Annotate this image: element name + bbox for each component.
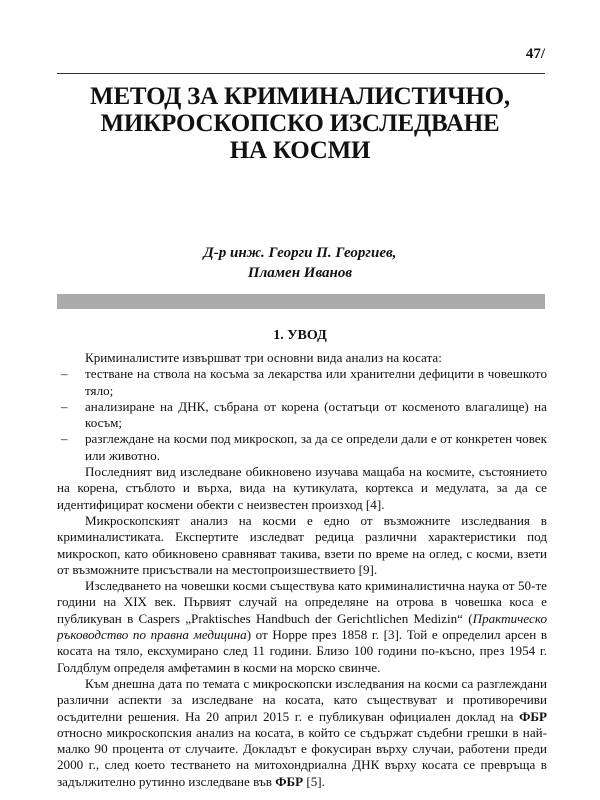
list-item bbox=[57, 366, 547, 399]
page-number: 47/ bbox=[525, 46, 545, 62]
paragraph bbox=[57, 578, 547, 676]
list-item-text: тестване на ствола на косъма за лекарства или хранителни дефицити в човешкото тяло; bbox=[85, 366, 547, 398]
body-text bbox=[57, 350, 547, 790]
list-item bbox=[57, 431, 547, 464]
analysis-list bbox=[57, 366, 547, 464]
text-span: Към днешна дата по темата с микроскопски изследвания на косми са разглеждани различни аспекти за изследване на косата, като съществуват и противоречиви осъдителни решения. На 20 април 2015 г. е публикуван официален доклад на bbox=[57, 675, 547, 724]
text-span: [5]. bbox=[303, 773, 325, 789]
authors bbox=[150, 243, 450, 283]
separator-bar bbox=[57, 294, 545, 309]
author-line: Д-р инж. Георги П. Георгиев, bbox=[203, 245, 397, 261]
paragraph: Последният вид изследване обикновено изучава мащаба на космите, състоянието на корена, стъблото и върха, вида на кутикулата, кортекса и медулата, за да се идентифицират космени обекти с неизвестен произход [4]. bbox=[57, 464, 547, 512]
title-line: МИКРОСКОПСКО ИЗСЛЕДВАНЕ bbox=[100, 110, 500, 137]
bold-term: ФБР bbox=[519, 708, 547, 724]
text-span: ) от Hoppe през 1858 г. [3]. Той е определил арсен в косата на тяло, ексхумирано след 11 години. Близо 100 години по-късно, през 1954 г. Голдблум определя амфетамин в косми на морско свинче. bbox=[57, 627, 548, 675]
paragraph: Микроскопският анализ на косми е едно от възможните изследвания в криминалистиката. Експертите изследват редица различни характеристики под микроскоп, като обикновено сравняват такива, взети по време на оглед, с косми, взети от възможните присъствали на местопроизшествието [9]. bbox=[57, 512, 547, 577]
article-title bbox=[40, 83, 560, 164]
italic-title: Практическо ръководство по правна медицина bbox=[57, 610, 547, 643]
list-item-text: разглеждане на косми под микроскоп, за да се определи дали е от конкретен човек или животно. bbox=[85, 431, 547, 463]
dash-bullet-icon: – bbox=[61, 431, 68, 447]
text-span: относно микроскопския анализ на косата, в който се съдържат съдебни грешки в най-малко 90 процента от случаите. Докладът е фокусиран върху случаи, работени преди 2000 г., след което тестването на митохондриална ДНК върху косата се превръща в задължително рутинно изследване във bbox=[57, 724, 547, 789]
text-span: Изследването на човешки косми съществува като криминалистична наука от 50-те години на XIX век. Първият случай на определяне на отрова в човешка коса е публикуван в Caspers „Praktisches Handbuch der Gerichtlichen Medizin“ ( bbox=[57, 578, 547, 626]
intro-paragraph: Криминалистите извършват три основни вида анализ на косата: bbox=[85, 350, 442, 365]
header-rule bbox=[57, 73, 545, 74]
list-item-text: анализиране на ДНК, събрана от корена (остатъци от космeното влагалище) на косъм; bbox=[85, 398, 547, 431]
bold-term: ФБР bbox=[275, 773, 304, 789]
paragraph bbox=[57, 676, 547, 790]
list-item bbox=[57, 399, 547, 432]
dash-bullet-icon: – bbox=[61, 366, 68, 382]
section-heading: 1. УВОД bbox=[273, 328, 327, 343]
title-line: НА КОСМИ bbox=[229, 137, 371, 164]
author-line: Пламен Иванов bbox=[247, 265, 353, 281]
dash-bullet-icon: – bbox=[61, 398, 68, 414]
title-line: МЕТОД ЗА КРИМИНАЛИСТИЧНО, bbox=[90, 83, 510, 110]
